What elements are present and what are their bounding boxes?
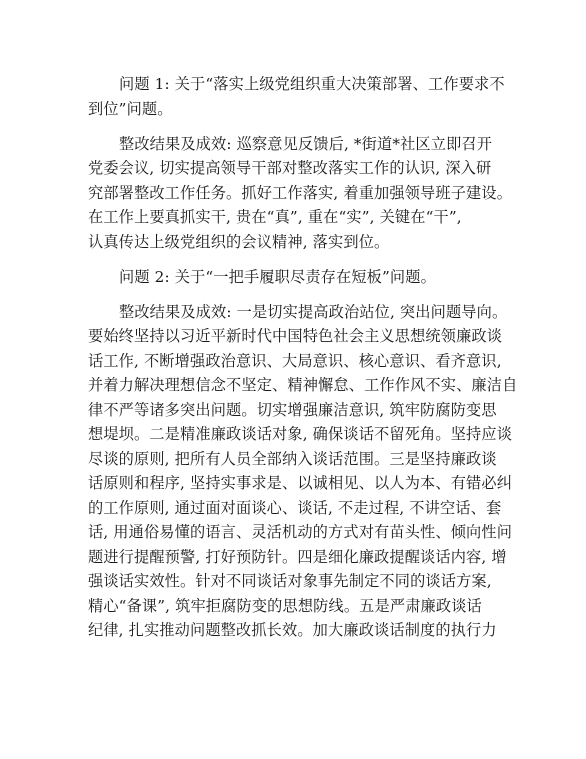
text-line: 话工作, 不断增强政治意识、大局意识、核心意识、看齐意识,	[88, 351, 502, 370]
text-line: 党委会议, 切实提高领导干部对整改落实工作的认识, 深入研	[88, 159, 492, 177]
text-line: 纪律, 扎实推动问题整改抓长效。加大廉政谈话制度的执行力	[88, 621, 497, 639]
text-line: 在工作上要真抓实干, 贵在“真”, 重在“实”, 关键在“干”,	[88, 208, 462, 226]
text-line: 到位”问题。	[88, 99, 173, 118]
issue-2-result	[88, 300, 518, 643]
paragraph-gap	[88, 254, 500, 265]
text-line: 的工作原则, 通过面对面谈心、谈话, 不走过程, 不讲空话、套	[88, 498, 502, 517]
paragraph-gap	[88, 289, 500, 300]
text-line: 整改结果及成效: 巡察意见反馈后, *街道*社区立即召开	[119, 134, 493, 153]
issue-1-heading	[88, 72, 505, 121]
text-line: 尽谈的原则, 把所有人员全部纳入谈话范围。三是坚持廉政谈	[88, 449, 497, 468]
text-line: 并着力解决理想信念不坚定、精神懈怠、工作作风不实、廉洁自	[88, 376, 518, 394]
issue-1-result	[88, 132, 513, 255]
text-line: 要始终坚持以习近平新时代中国特色社会主义思想统领廉政谈	[88, 327, 503, 345]
text-line: 问题 1: 关于“落实上级党组织重大决策部署、工作要求不	[119, 75, 505, 93]
paragraph-gap	[88, 121, 500, 132]
text-line: 究部署整改工作任务。抓好工作落实, 着重加强领导班子建设。	[88, 183, 513, 202]
text-line: 题进行提醒预警, 打好预防针。四是细化廉政提醒谈话内容, 增	[88, 547, 507, 566]
text-line: 问题 2: 关于“一把手履职尽责存在短板”问题。	[119, 267, 436, 286]
text-line: 话原则和程序, 坚持实事求是、以诚相见、以人为本、有错必纠	[88, 474, 513, 492]
document-body	[88, 72, 518, 643]
text-line: 认真传达上级党组织的会议精神, 落实到位。	[88, 232, 390, 251]
text-line: 想堤坝。二是精准廉政谈话对象, 确保谈话不留死角。坚持应谈	[88, 425, 513, 443]
issue-2-heading	[88, 265, 500, 290]
text-line: 精心“备课”, 筑牢拒腐防变的思想防线。五是严肃廉政谈话	[88, 596, 482, 615]
text-line: 整改结果及成效: 一是切实提高政治站位, 突出问题导向。	[119, 302, 508, 321]
text-line: 话, 用通俗易懂的语言、灵活机动的方式对有苗头性、倾向性问	[88, 523, 513, 541]
text-line: 强谈话实效性。针对不同谈话对象事先制定不同的谈话方案,	[88, 572, 492, 590]
text-line: 律不严等诸多突出问题。切实增强廉洁意识, 筑牢防腐防变思	[88, 400, 497, 419]
